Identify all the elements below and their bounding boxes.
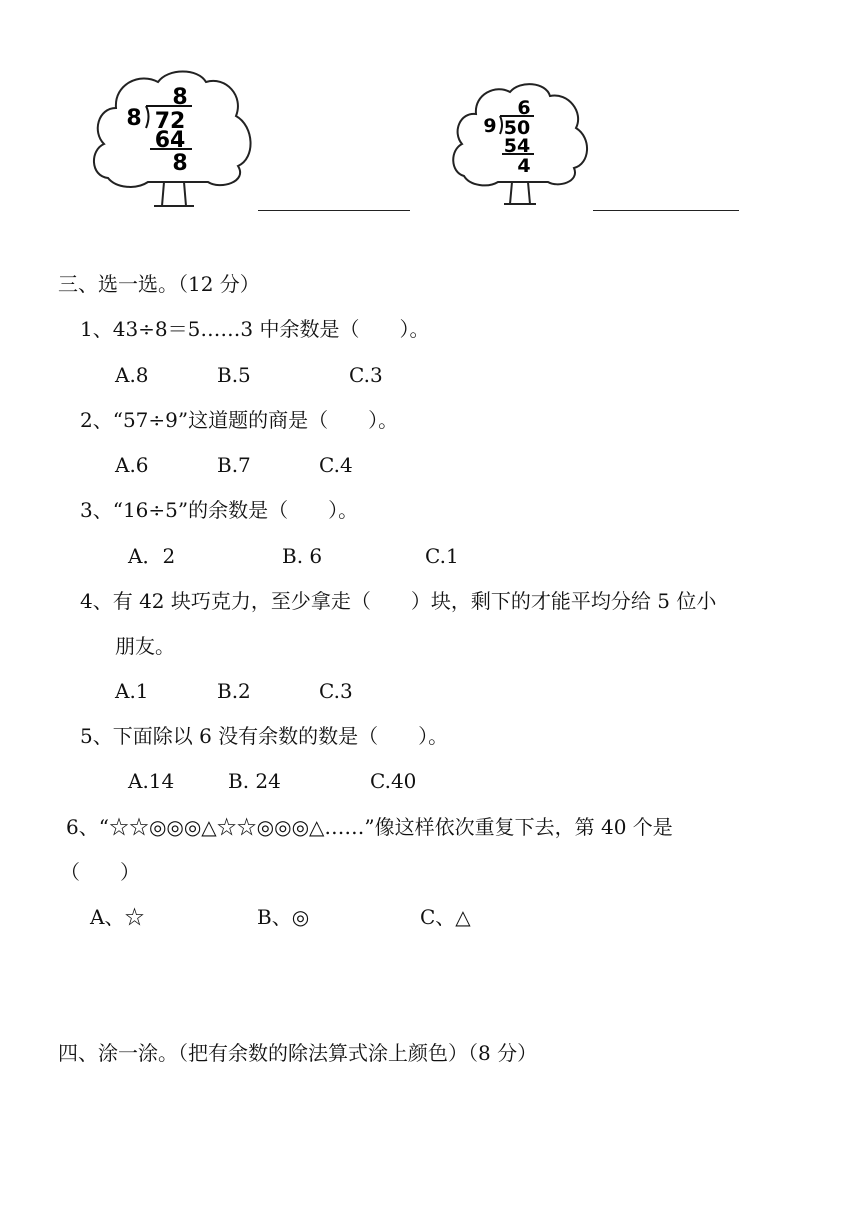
q2-option-b[interactable]: B.7: [217, 453, 251, 477]
quotient: 8: [172, 85, 188, 110]
answer-blank-1[interactable]: [258, 210, 410, 211]
tree-drawing: [450, 82, 590, 208]
section-4-title: 四、涂一涂。（把有余数的除法算式涂上颜色）（8 分）: [58, 1041, 538, 1065]
q6-option-a[interactable]: A、☆: [90, 905, 145, 929]
question-6: 6、“☆☆◎◎◎△☆☆◎◎◎△……”像这样依次重复下去，第 40 个是: [66, 815, 673, 839]
section-3-title: 三、选一选。（12 分）: [58, 272, 260, 296]
dividend: 50: [503, 117, 531, 139]
q1-option-c[interactable]: C.3: [349, 363, 383, 387]
question-5: 5、下面除以 6 没有余数的数是（ ）。: [80, 724, 449, 748]
q3-option-a[interactable]: A．2: [128, 544, 176, 568]
q6-option-c[interactable]: C、△: [420, 905, 471, 929]
remainder: 4: [517, 155, 531, 177]
q1-option-a[interactable]: A.8: [115, 363, 149, 387]
q1-option-b[interactable]: B.5: [217, 363, 251, 387]
q5-option-a[interactable]: A.14: [128, 769, 175, 793]
product: 64: [154, 128, 186, 153]
division-tree-1: [88, 68, 260, 210]
q5-option-c[interactable]: C.40: [370, 769, 417, 793]
q2-option-a[interactable]: A.6: [115, 453, 149, 477]
question-4-continued: 朋友。: [115, 634, 175, 658]
question-3: 3、“16÷5”的余数是（ ）。: [80, 498, 359, 522]
q3-option-b[interactable]: B. 6: [282, 544, 323, 568]
answer-blank-2[interactable]: [593, 210, 739, 211]
remainder: 8: [172, 151, 188, 176]
q6-option-b[interactable]: B、◎: [257, 905, 310, 929]
q4-option-b[interactable]: B.2: [217, 679, 251, 703]
question-4: 4、有 42 块巧克力，至少拿走（ ）块，剩下的才能平均分给 5 位小: [80, 589, 717, 613]
q5-option-b[interactable]: B. 24: [228, 769, 281, 793]
divisor: 8: [126, 106, 142, 131]
division-tree-2: [450, 82, 590, 208]
product: 54: [503, 135, 531, 157]
q3-option-c[interactable]: C.1: [425, 544, 459, 568]
question-2: 2、“57÷9”这道题的商是（ ）。: [80, 408, 399, 432]
q2-option-c[interactable]: C.4: [319, 453, 353, 477]
quotient: 6: [517, 97, 531, 119]
tree-drawing: [88, 68, 260, 210]
q4-option-c[interactable]: C.3: [319, 679, 353, 703]
q4-option-a[interactable]: A.1: [115, 679, 149, 703]
divisor: 9: [483, 115, 497, 137]
question-1: 1、43÷8＝5……3 中余数是（ ）。: [80, 317, 430, 341]
dividend: 72: [154, 109, 186, 134]
question-6-blank: （ ）: [60, 860, 140, 884]
